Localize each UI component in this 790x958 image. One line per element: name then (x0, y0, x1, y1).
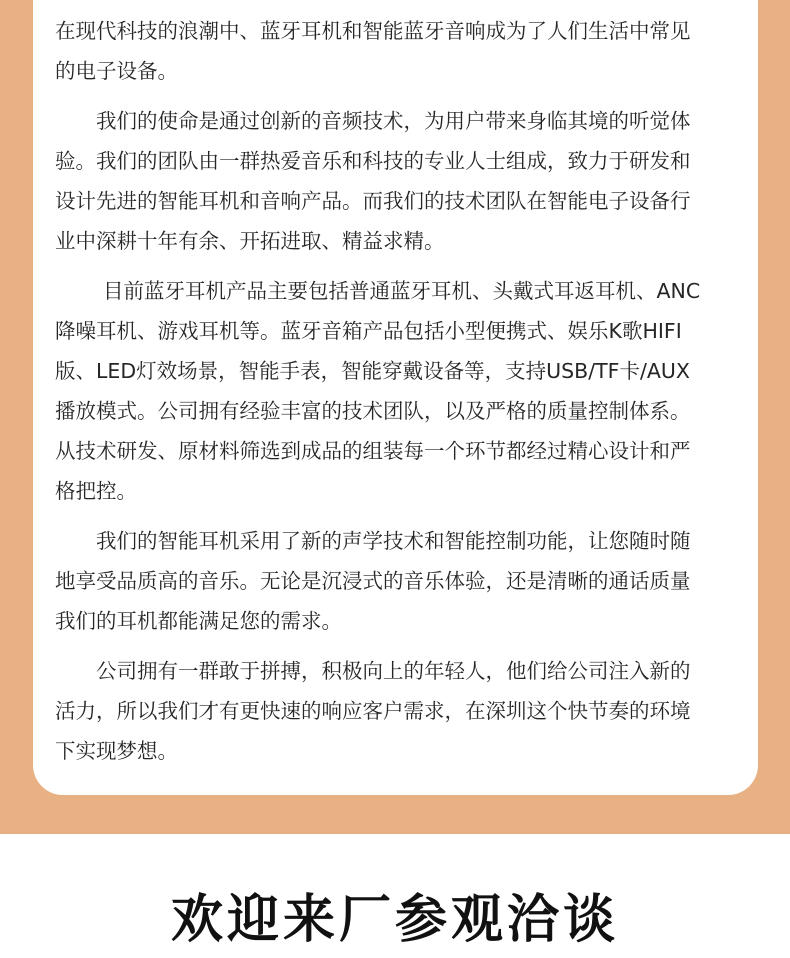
paragraph-3-line-4: 播放模式。公司拥有经验丰富的技术团队，以及严格的质量控制体系。 (55, 399, 691, 423)
paragraph-3-line-3: 版、LED灯效场景，智能手表，智能穿戴设备等，支持USB/TF卡/AUX (55, 359, 690, 383)
paragraph-2-line-3: 设计先进的智能耳机和音响产品。而我们的技术团队在智能电子设备行 (55, 189, 691, 213)
paragraph-2-line-4: 业中深耕十年有余、开拓进取、精益求精。 (55, 229, 445, 253)
welcome-heading: 欢迎来厂参观洽谈 (170, 890, 619, 950)
paragraph-1-line-2: 的电子设备。 (55, 59, 178, 83)
paragraph-3-line-1: 目前蓝牙耳机产品主要包括普通蓝牙耳机、头戴式耳返耳机、ANC (103, 279, 701, 303)
paragraph-5-line-3: 下实现梦想。 (55, 739, 178, 763)
paragraph-2-line-2: 验。我们的团队由一群热爱音乐和科技的专业人士组成，致力于研发和 (55, 149, 691, 173)
paragraph-4-line-1: 我们的智能耳机采用了新的声学技术和智能控制功能，让您随时随 (96, 529, 691, 553)
paragraph-3-line-2: 降噪耳机、游戏耳机等。蓝牙音箱产品包括小型便携式、娱乐K歌HIFI (55, 319, 682, 343)
paragraph-5-line-1: 公司拥有一群敢于拼搏，积极向上的年轻人，他们给公司注入新的 (96, 659, 691, 683)
paragraph-2-line-1: 我们的使命是通过创新的音频技术，为用户带来身临其境的听觉体 (96, 109, 691, 133)
paragraph-5-line-2: 活力，所以我们才有更快速的响应客户需求，在深圳这个快节奏的环境 (55, 699, 691, 723)
paragraph-4-line-2: 地享受品质高的音乐。无论是沉浸式的音乐体验，还是清晰的通话质量 (55, 569, 691, 593)
paragraph-1-line-1: 在现代科技的浪潮中、蓝牙耳机和智能蓝牙音响成为了人们生活中常见 (55, 19, 691, 43)
paragraph-3-line-5: 从技术研发、原材料筛选到成品的组装每一个环节都经过精心设计和严 (55, 439, 691, 463)
paragraph-3-line-6: 格把控。 (55, 479, 137, 503)
paragraph-4-line-3: 我们的耳机都能满足您的需求。 (55, 609, 342, 633)
